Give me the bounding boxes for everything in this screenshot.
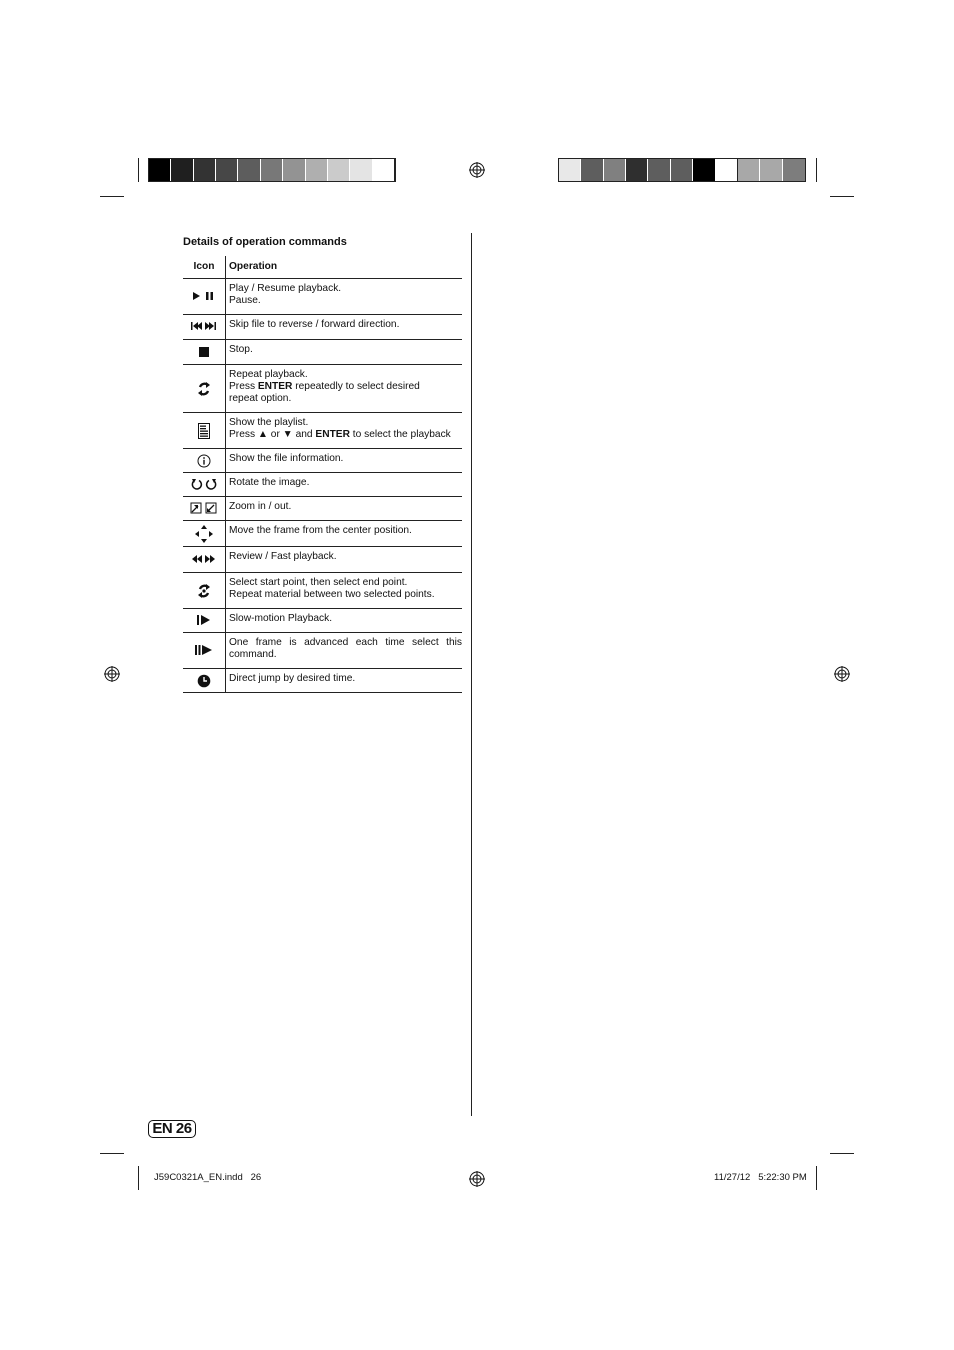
color-swatch — [306, 159, 328, 181]
operation-cell: Move the frame from the center position. — [226, 521, 463, 547]
operation-cell: Skip file to reverse / forward direction. — [226, 315, 463, 340]
color-bar-right — [558, 158, 806, 182]
operation-cell: Play / Resume playback. Pause. — [226, 279, 463, 315]
color-swatch — [171, 159, 193, 181]
slow-motion-icon — [183, 609, 226, 633]
operation-cell: Stop. — [226, 340, 463, 365]
crop-mark — [816, 1166, 817, 1190]
table-row — [183, 473, 462, 497]
operation-cell: Zoom in / out. — [226, 497, 463, 521]
color-swatch — [149, 159, 171, 181]
page-number-badge: EN 26 — [148, 1120, 196, 1138]
table-row — [183, 669, 462, 693]
color-swatch — [350, 159, 372, 181]
color-swatch — [581, 159, 603, 181]
play-pause-icon — [183, 279, 226, 315]
column-divider — [471, 233, 472, 1116]
operation-cell: Show the file information. — [226, 449, 463, 473]
operation-cell: One frame is advanced each time select this command. — [226, 633, 463, 669]
footer-file-info: J59C0321A_EN.indd 26 — [154, 1172, 262, 1183]
icon-column-header: Icon — [183, 256, 226, 279]
move-arrows-icon — [183, 521, 226, 547]
info-icon — [183, 449, 226, 473]
table-row — [183, 609, 462, 633]
operation-cell: Review / Fast playback. — [226, 547, 463, 573]
footer-timestamp: 11/27/12 5:22:30 PM — [714, 1172, 807, 1183]
color-swatch — [238, 159, 260, 181]
color-swatch — [559, 159, 581, 181]
registration-mark-icon — [834, 666, 850, 682]
color-swatch — [216, 159, 238, 181]
clock-icon — [183, 669, 226, 693]
operation-cell: Slow-motion Playback. — [226, 609, 463, 633]
table-row — [183, 497, 462, 521]
registration-mark-icon — [469, 162, 485, 178]
operation-commands-table — [183, 256, 462, 693]
color-swatch — [716, 159, 738, 181]
operation-cell: Rotate the image. — [226, 473, 463, 497]
color-swatch — [261, 159, 283, 181]
table-row — [183, 449, 462, 473]
crop-mark — [100, 1153, 124, 1154]
color-swatch — [783, 159, 805, 181]
table-row — [183, 633, 462, 669]
color-swatch — [648, 159, 670, 181]
table-row — [183, 547, 462, 573]
color-swatch — [194, 159, 216, 181]
table-row — [183, 365, 462, 413]
table-row — [183, 340, 462, 365]
registration-mark-icon — [104, 666, 120, 682]
color-swatch — [671, 159, 693, 181]
rotate-icon — [183, 473, 226, 497]
crop-mark — [138, 158, 139, 182]
registration-mark-icon — [469, 1171, 485, 1187]
color-swatch — [626, 159, 648, 181]
table-row — [183, 279, 462, 315]
rewind-fastforward-icon — [183, 547, 226, 573]
zoom-icon — [183, 497, 226, 521]
repeat-ab-icon — [183, 573, 226, 609]
stop-icon — [183, 340, 226, 365]
color-swatch — [328, 159, 350, 181]
skip-prev-next-icon — [183, 315, 226, 340]
repeat-icon — [183, 365, 226, 413]
color-swatch — [373, 159, 395, 181]
crop-mark — [138, 1166, 139, 1190]
section-title: Details of operation commands — [183, 236, 347, 248]
operation-cell: Repeat playback. Press ENTER repeatedly to select desired repeat option. — [226, 365, 463, 413]
crop-mark — [830, 196, 854, 197]
color-bar-left — [148, 158, 396, 182]
table-header-row — [183, 256, 462, 279]
operation-cell: Direct jump by desired time. — [226, 669, 463, 693]
color-swatch — [693, 159, 715, 181]
operation-column-header: Operation — [226, 256, 463, 279]
color-swatch — [283, 159, 305, 181]
crop-mark — [100, 196, 124, 197]
color-swatch — [738, 159, 760, 181]
table-row — [183, 521, 462, 547]
crop-mark — [816, 158, 817, 182]
playlist-icon — [183, 413, 226, 449]
table-row — [183, 413, 462, 449]
operation-cell: Show the playlist. Press ▲ or ▼ and ENTER to select the playback — [226, 413, 463, 449]
crop-mark — [830, 1153, 854, 1154]
frame-advance-icon — [183, 633, 226, 669]
color-swatch — [760, 159, 782, 181]
table-row — [183, 573, 462, 609]
color-swatch — [604, 159, 626, 181]
operation-cell: Select start point, then select end point. Repeat material between two selected points. — [226, 573, 463, 609]
table-row — [183, 315, 462, 340]
